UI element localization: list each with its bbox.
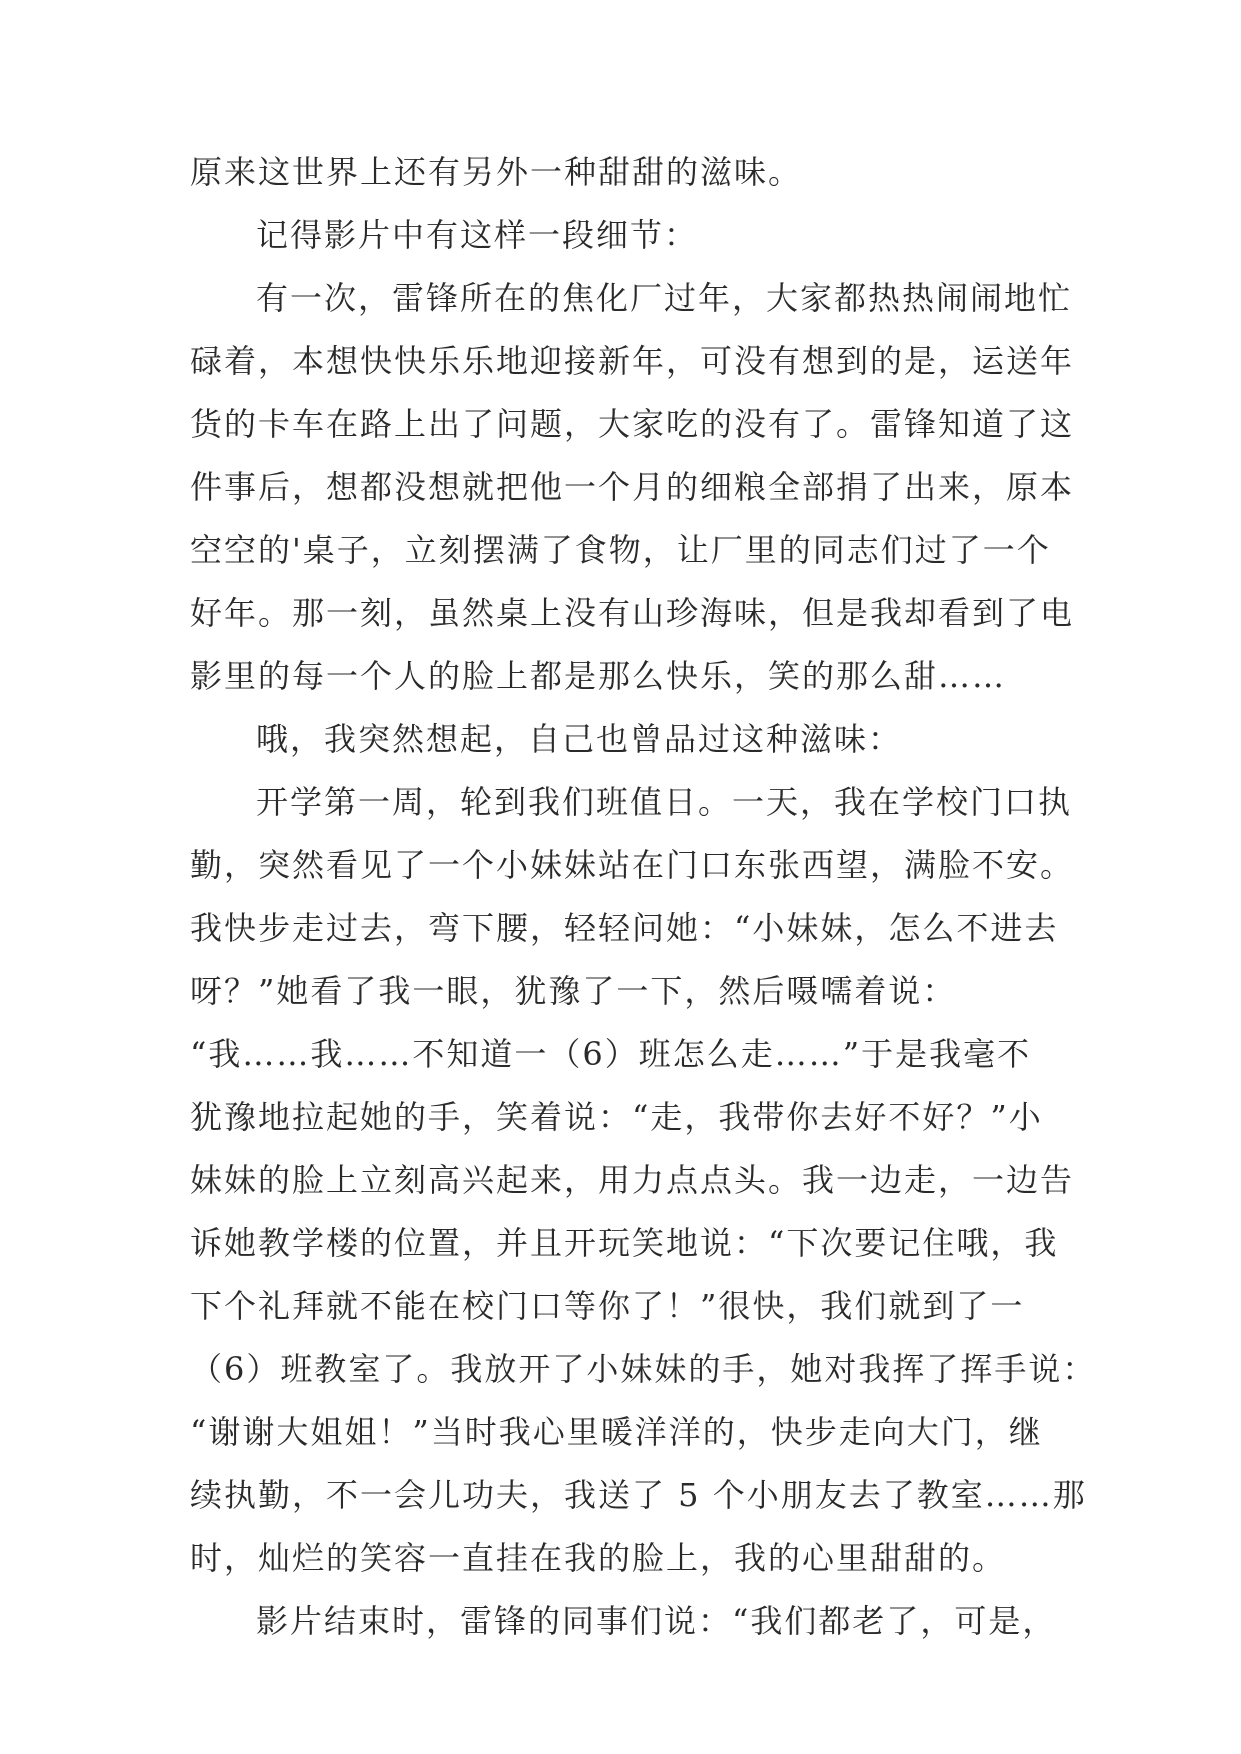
text-line: 空空的'桌子，立刻摆满了食物，让厂里的同志们过了一个 — [190, 531, 1051, 569]
text-line: 时，灿烂的笑容一直挂在我的脸上，我的心里甜甜的。 — [190, 1539, 1007, 1577]
text-line: 影片结束时，雷锋的同事们说：“我们都老了，可是， — [256, 1602, 1057, 1640]
text-line: 妹妹的脸上立刻高兴起来，用力点点头。我一边走，一边告 — [190, 1161, 1075, 1199]
text-line: 碌着，本想快快乐乐地迎接新年，可没有想到的是，运送年 — [190, 342, 1075, 380]
text-line: 诉她教学楼的位置，并且开玩笑地说：“下次要记住哦，我 — [190, 1224, 1059, 1262]
text-line: 下个礼拜就不能在校门口等你了！”很快，我们就到了一 — [190, 1287, 1025, 1325]
text-line: 件事后，想都没想就把他一个月的细粮全部捐了出来，原本 — [190, 468, 1075, 506]
text-line: 影里的每一个人的脸上都是那么快乐，笑的那么甜…… — [190, 657, 1007, 695]
text-line: 好年。那一刻，虽然桌上没有山珍海味，但是我却看到了电 — [190, 594, 1075, 632]
text-line: 续执勤，不一会儿功夫，我送了 5 个小朋友去了教室……那 — [190, 1476, 1087, 1514]
text-line: （6）班教室了。我放开了小妹妹的手，她对我挥了挥手说： — [190, 1350, 1097, 1388]
text-line: 呀？”她看了我一眼，犹豫了一下，然后嗫嚅着说： — [190, 972, 957, 1010]
text-line: “我……我……不知道一（6）班怎么走……”于是我毫不 — [190, 1035, 1032, 1073]
text-line: 犹豫地拉起她的手，笑着说：“走，我带你去好不好？”小 — [190, 1098, 1043, 1136]
text-line: 哦，我突然想起，自己也曾品过这种滋味： — [256, 720, 903, 758]
text-line: 开学第一周，轮到我们班值日。一天，我在学校门口执 — [256, 783, 1073, 821]
text-line: 货的卡车在路上出了问题，大家吃的没有了。雷锋知道了这 — [190, 405, 1075, 443]
text-line: “谢谢大姐姐！”当时我心里暖洋洋的，快步走向大门，继 — [190, 1413, 1043, 1451]
text-line: 有一次，雷锋所在的焦化厂过年，大家都热热闹闹地忙 — [256, 279, 1073, 317]
text-line: 记得影片中有这样一段细节： — [256, 216, 699, 254]
text-line: 原来这世界上还有另外一种甜甜的滋味。 — [190, 153, 803, 191]
text-line: 我快步走过去，弯下腰，轻轻问她：“小妹妹，怎么不进去 — [190, 909, 1059, 947]
text-line: 勤，突然看见了一个小妹妹站在门口东张西望，满脸不安。 — [190, 846, 1075, 884]
